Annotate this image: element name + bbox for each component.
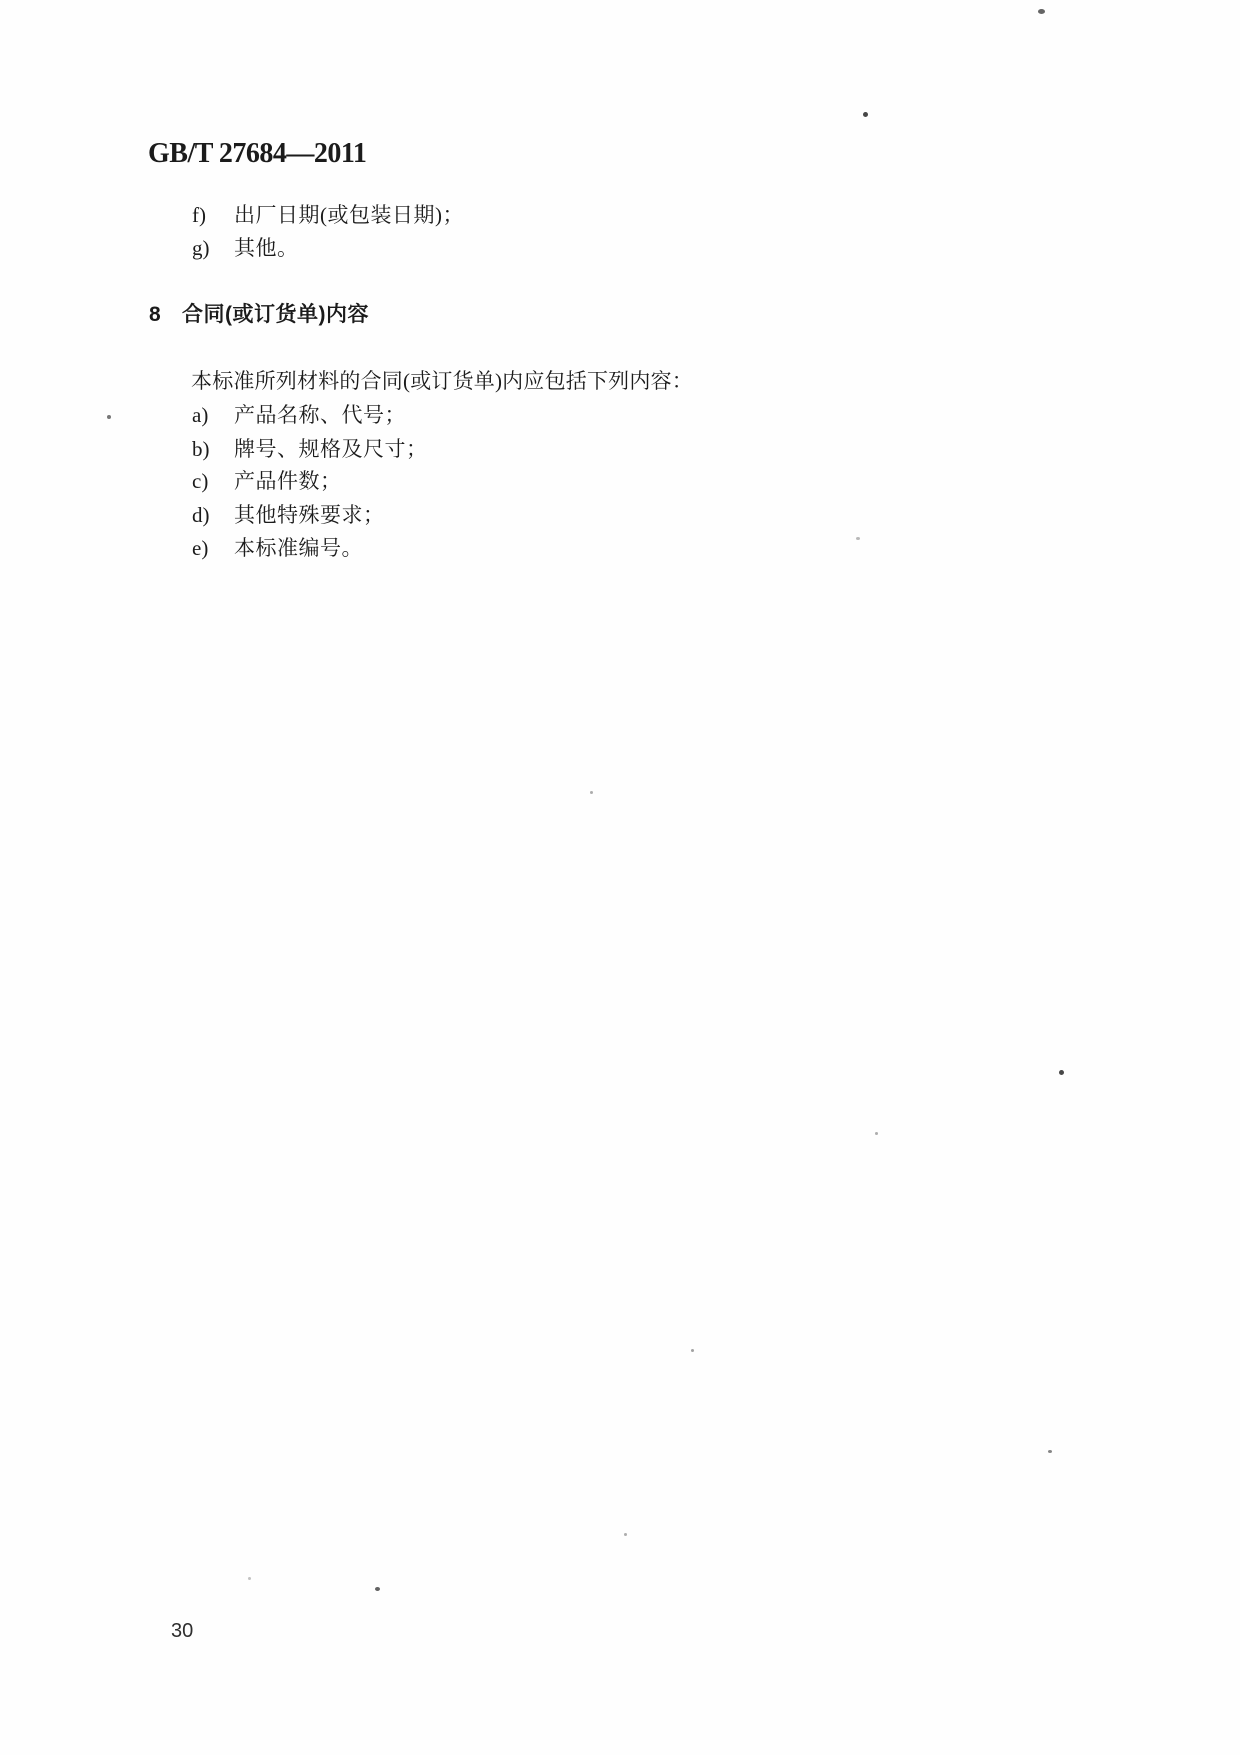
section-8-title: 合同(或订货单)内容 — [182, 303, 369, 326]
scan-speck-3 — [107, 415, 111, 419]
list-item-g-text: 其他。 — [234, 236, 299, 260]
list-item-b-text: 牌号、规格及尺寸； — [234, 437, 428, 461]
section-8-intro-paragraph: 本标准所列材料的合同(或订货单)内应包括下列内容： — [191, 369, 693, 393]
scan-speck-10 — [624, 1533, 627, 1536]
list-item-c — [0, 466, 1240, 496]
list-item-g-label: g) — [192, 236, 210, 260]
scan-speck-6 — [1059, 1070, 1064, 1075]
list-item-d-label: d) — [192, 503, 210, 527]
scan-speck-2 — [863, 112, 868, 117]
scan-speck-7 — [875, 1132, 878, 1135]
scan-speck-5 — [590, 791, 593, 794]
list-item-e-text: 本标准编号。 — [234, 536, 363, 560]
list-item-e — [0, 533, 1240, 563]
list-item-c-label: c) — [192, 469, 209, 493]
list-item-e-label: e) — [192, 536, 209, 560]
section-8-heading — [0, 300, 1240, 330]
list-item-c-text: 产品件数； — [234, 469, 342, 493]
list-item-b-label: b) — [192, 437, 210, 461]
page-number: 30 — [171, 1620, 194, 1642]
scan-speck-12 — [248, 1577, 251, 1580]
document-code: GB/T 27684—2011 — [148, 138, 367, 169]
scan-speck-9 — [1048, 1450, 1052, 1453]
list-item-a — [0, 400, 1240, 430]
list-item-b — [0, 434, 1240, 464]
section-8-number: 8 — [149, 303, 161, 326]
scan-speck-11 — [375, 1587, 380, 1591]
list-item-d — [0, 500, 1240, 530]
scan-speck-4 — [856, 537, 860, 540]
list-item-g — [0, 233, 1240, 263]
list-item-f-text: 出厂日期(或包装日期)； — [234, 203, 464, 227]
scan-speck-1 — [1038, 9, 1045, 14]
list-item-f — [0, 200, 1240, 230]
scan-speck-8 — [691, 1349, 694, 1352]
list-item-d-text: 其他特殊要求； — [234, 503, 385, 527]
list-item-f-label: f) — [192, 203, 206, 227]
list-item-a-label: a) — [192, 403, 209, 427]
list-item-a-text: 产品名称、代号； — [234, 403, 406, 427]
